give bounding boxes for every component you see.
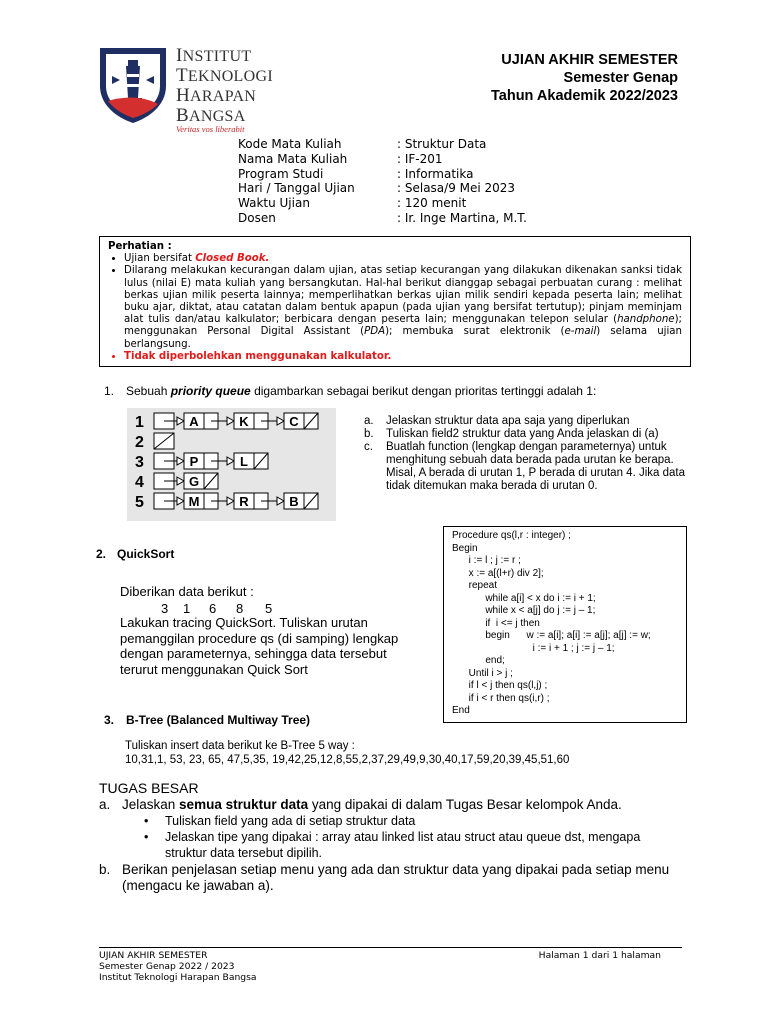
code-line: if l < j then qs(l,j) ;: [452, 680, 548, 691]
code-line: Begin: [452, 542, 478, 554]
link-arrowhead: [227, 417, 234, 425]
institution-name-line-1: INSTITUT: [176, 45, 252, 66]
link-arrowhead: [177, 477, 184, 485]
priority-queue-svg: [127, 408, 336, 521]
q2-number: 1: [183, 601, 191, 616]
q2-number: 5: [265, 601, 273, 616]
node-label: L: [240, 454, 248, 469]
course-info-row: Dosen : Ir. Inge Martina, M.T.: [238, 210, 527, 225]
link-arrowhead: [177, 417, 184, 425]
quicksort-code-box: [443, 526, 687, 723]
node-label: C: [289, 414, 299, 429]
link-arrowhead: [277, 417, 284, 425]
link-arrowhead: [227, 457, 234, 465]
code-line: if i <= j then: [452, 617, 540, 629]
q2-number: 8: [236, 601, 244, 616]
priority-label: 1: [135, 414, 144, 431]
link-arrowhead: [227, 497, 234, 505]
code-line: end;: [452, 655, 505, 666]
q1-sub-c: c. Buatlah function (lengkap dengan parameternya) untuk menghitung sebuah data berada pada urutan ke berapa. Misal, A berada di urutan 1, P berada di urutan 4. Jika data tidak ditemukan maka berada di urutan 0.: [364, 441, 685, 492]
q1-sub-a: a. Jelaskan struktur data apa saja yang diperlukan: [364, 415, 630, 427]
link-arrowhead: [177, 457, 184, 465]
notice-item: • Dilarang melakukan kecurangan dalam ujian, atas setiap kecurangan yang dilakukan dikenakan sanksi tidak lulus (nilai E) mata kuliah yang bersangkutan. Hal-hal berikut dianggap sebagai perbuatan curang : melihat berkas ujian milik peserta lainnya; memperlihatkan berkas ujian milik sendiri kepada peserta lain; melihat buku ajar, diktat, atau catatan dalam bentuk apapun (pada ujian yang bersifat tertutup); pinjam meminjam alat tulis dan/atau kalkulator; berbicara dengan peserta lain; menggunakan telepon selular (handphone); menggunakan Personal Digital Assistant (PDA); membuka surat elektronik (e-mail) selama ujian berlangsung.: [124, 265, 682, 350]
node-label: B: [289, 494, 299, 509]
node-label: P: [189, 454, 199, 469]
tugas-bullet: • Jelaskan tipe yang dipakai : array atau linked list atau struct atau queue dst, mengapa struktur data tersebut dipilih.: [144, 830, 641, 860]
institution-name-line-3: HARAPAN: [176, 85, 257, 106]
q2-intro: Diberikan data berikut :: [120, 584, 254, 599]
q3-title: 3. B-Tree (Balanced Multiway Tree): [104, 713, 311, 727]
notice-item: • Ujian bersifat Closed Book.: [124, 253, 682, 265]
node-label: K: [239, 414, 249, 429]
priority-label: 4: [135, 474, 144, 491]
institution-name-line-2: TEKNOLOGI: [176, 65, 273, 86]
footer-line: Semester Genap 2022 / 2023: [99, 961, 235, 972]
exam-header: [491, 51, 678, 105]
code-line: Until i > j ;: [452, 667, 513, 679]
priority-label: 2: [135, 434, 144, 451]
priority-queue-diagram: [127, 408, 336, 521]
footer-divider: [99, 947, 682, 948]
code-line: if i < r then qs(i,r) ;: [452, 692, 550, 704]
exam-title: UJIAN AKHIR SEMESTER: [501, 52, 678, 68]
course-info: [238, 137, 527, 226]
institution-name-line-4: BANGSA: [176, 105, 246, 126]
code-line: begin w := a[i]; a[i] := a[j]; a[j] := w;: [452, 630, 651, 641]
notice-title: Perhatian :: [108, 241, 172, 252]
q2-title: 2. QuickSort: [96, 547, 175, 561]
tugas-b: b. Berikan penjelasan setiap menu yang ada dan struktur data yang dipakai pada setiap menu (mengacu ke jawaban a).: [99, 862, 670, 893]
q2-number: 3: [161, 601, 169, 616]
tugas-bullet: • Tuliskan field yang ada di setiap struktur data: [144, 814, 416, 828]
code-line: Procedure qs(l,r : integer) ;: [452, 530, 571, 541]
code-line: i := l ; j := r ;: [452, 555, 521, 566]
footer-page-number: Halaman 1 dari 1 halaman: [538, 950, 661, 961]
node-label: G: [188, 474, 200, 489]
node-label: R: [239, 494, 249, 509]
exam-semester: Semester Genap: [563, 70, 678, 86]
code-line: i := i + 1 ; j := j – 1;: [452, 642, 615, 654]
course-info-row: Waktu Ujian : 120 menit: [238, 196, 467, 211]
q3-data: 10,31,1, 53, 23, 65, 47,5,35, 19,42,25,12,8,55,2,37,29,49,9,30,40,17,59,20,39,45,51,60: [125, 754, 570, 766]
priority-label: 5: [135, 494, 144, 511]
footer-left: [99, 950, 257, 983]
q2-number: 6: [209, 601, 217, 616]
q2-numbers: [161, 601, 272, 616]
code-line: End: [452, 705, 470, 716]
node-label: A: [189, 414, 199, 429]
course-info-row: Program Studi : Informatika: [238, 166, 474, 181]
q3-intro: Tuliskan insert data berikut ke B-Tree 5 way :: [125, 740, 355, 752]
tugas-a: a. Jelaskan semua struktur data yang dipakai di dalam Tugas Besar kelompok Anda.: [99, 797, 622, 812]
q2-body: Lakukan tracing QuickSort. Tuliskan urutan pemanggilan procedure qs (di samping) lengkap dengan parameternya, sehingga data tersebut terurut menggunakan Quick Sort: [120, 615, 399, 677]
course-info-row: Kode Mata Kuliah : Struktur Data: [238, 137, 487, 151]
notice-item: • Tidak diperbolehkan menggunakan kalkulator.: [124, 351, 682, 363]
footer-line: Institut Teknologi Harapan Bangsa: [99, 972, 257, 983]
tugas-title: TUGAS BESAR: [99, 780, 199, 796]
node-label: M: [188, 494, 200, 509]
code-line: while x < a[j] do j := j – 1;: [452, 605, 596, 616]
code-line: x := a[(l+r) div 2];: [452, 567, 544, 579]
footer-line: UJIAN AKHIR SEMESTER: [99, 950, 208, 961]
notice-box: [99, 236, 691, 367]
q1-subquestions: [364, 415, 694, 493]
institution-logo: [98, 46, 168, 124]
course-info-row: Hari / Tanggal Ujian : Selasa/9 Mei 2023: [238, 181, 516, 196]
course-info-row: Nama Mata Kuliah : IF-201: [238, 151, 443, 166]
link-arrowhead: [277, 497, 284, 505]
exam-year: Tahun Akademik 2022/2023: [491, 88, 678, 104]
link-arrowhead: [177, 497, 184, 505]
code-line: repeat: [452, 580, 498, 591]
code-line: while a[i] < x do i := i + 1;: [452, 592, 596, 604]
q1-prompt: 1. Sebuah priority queue digambarkan sebagai berikut dengan prioritas tertinggi adalah 1:: [104, 384, 597, 398]
tugas-a-bullets: [144, 813, 674, 861]
priority-label: 3: [135, 454, 144, 471]
institution-name: [176, 46, 273, 126]
institution-tagline: Veritas vos liberabit: [176, 124, 245, 134]
q1-sub-b: b. Tuliskan field2 struktur data yang Anda jelaskan di (a): [364, 428, 659, 440]
